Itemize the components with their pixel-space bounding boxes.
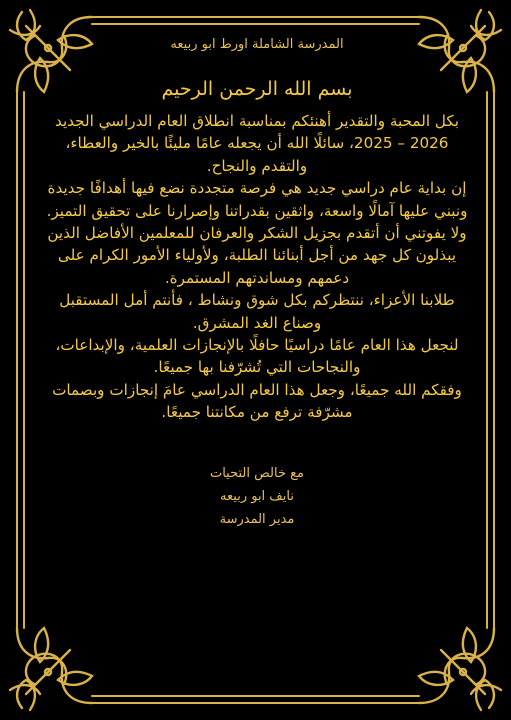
basmala-heading: بسم الله الرحمن الرحيم [161, 78, 353, 100]
signoff-block [42, 462, 472, 531]
signer-name: نايف ابو ربيعه [220, 488, 294, 504]
closing-line: مع خالص التحيات [209, 465, 305, 481]
school-name: المدرسة الشاملة اورط ابو ربيعه [170, 37, 344, 52]
paragraph-students: طلابنا الأعزاء، ننتظركم بكل شوق ونشاط ، فأنتم أمل المستقبل وصناع الغد المشرق. [59, 291, 455, 332]
paragraph-new-year: إن بداية عام دراسي جديد هي فرصة متجددة نضع فيها أهدافًا جديدة ونبني عليها آمالًا واسعة، واثقين بقدراتنا وإصرارنا على تحقيق التميز. [46, 179, 468, 220]
corner-ornament-bottom-right-icon [419, 628, 501, 710]
paragraph-achievements: لنجعل هذا العام عامًا دراسيًا حافلًا بالإنجازات العلمية، والإبداعات، والنجاحات التي تُشرّفنا بها جميعًا. [55, 336, 459, 377]
corner-ornament-bottom-left-icon [10, 628, 92, 710]
paragraph-greeting: بكل المحبة والتقدير أهنئكم بمناسبة انطلاق العام الدراسي الجديد 2026 – 2025، سائلًا الله أن يجعله عامًا مليئًا بالخير والعطاء، والتقدم والنجاح. [54, 112, 459, 175]
paragraph-thanks: ولا يفوتني أن أتقدم بجزيل الشكر والعرفان للمعلمين الأفاضل الذين يبذلون كل جهد من أجل أبنائنا الطلبة، ولأولياء الأمور الكرام على دعمهم ومساندتهم المستمرة. [47, 224, 467, 287]
paragraph-blessing: وفقكم الله جميعًا، وجعل هذا العام الدراسي عامَ إنجازات وبصمات مشرّفة ترفع من مكانتنا جميعًا. [52, 380, 462, 422]
letter-body [42, 36, 472, 531]
signer-title: مدير المدرسة [219, 511, 295, 527]
